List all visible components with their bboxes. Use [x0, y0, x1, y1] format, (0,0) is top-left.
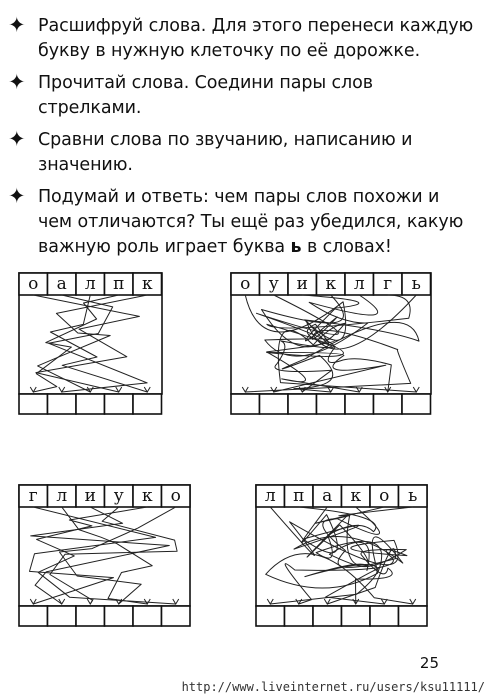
soft-sign-letter: ь [290, 237, 302, 257]
answer-cell[interactable] [19, 606, 48, 626]
maze-letter: г [383, 274, 393, 294]
answer-cell[interactable] [285, 606, 314, 626]
watermark-url: http://www.liveinternet.ru/users/ksu11111/ [181, 680, 485, 694]
answer-cell[interactable] [48, 606, 77, 626]
maze-letter: к [141, 274, 153, 294]
maze-svg [18, 484, 191, 629]
instruction-1 [8, 14, 478, 64]
answer-cell[interactable] [402, 394, 431, 414]
maze-letter: у [113, 486, 124, 506]
answer-cell[interactable] [48, 394, 77, 414]
instruction-text: Прочитай слова. Соедини пары слов стрелками. [38, 73, 373, 118]
maze-letter: л [56, 486, 68, 506]
instruction-4 [8, 185, 478, 260]
answer-cell[interactable] [105, 606, 134, 626]
arrow-head-icon [413, 387, 419, 392]
maze-letter: п [113, 274, 125, 294]
maze-letter: л [353, 274, 365, 294]
answer-cell[interactable] [133, 394, 162, 414]
maze-puzzle-2 [230, 272, 432, 422]
instruction-text: Сравни слова по звучанию, написанию и значению. [38, 130, 413, 175]
arrow-head-icon [242, 387, 248, 392]
maze-letter: о [240, 274, 251, 294]
maze-puzzle-1 [18, 272, 163, 422]
arrow-head-icon [59, 599, 65, 604]
maze-letter: п [293, 486, 305, 506]
answer-cell[interactable] [399, 606, 428, 626]
maze-letter: а [56, 274, 67, 294]
answer-cell[interactable] [260, 394, 289, 414]
answer-cell[interactable] [374, 394, 403, 414]
maze-letter: о [379, 486, 390, 506]
star-bullet-icon: ✦ [8, 184, 26, 208]
answer-cell[interactable] [342, 606, 371, 626]
answer-cell[interactable] [317, 394, 346, 414]
answer-cell[interactable] [345, 394, 374, 414]
arrow-head-icon [173, 599, 179, 604]
arrow-head-icon [59, 387, 65, 392]
page-number: 25 [419, 654, 439, 672]
answer-cell[interactable] [76, 606, 105, 626]
maze-puzzle-3 [18, 484, 191, 634]
maze-letter: и [84, 486, 96, 506]
maze-svg [230, 272, 432, 417]
maze-path [50, 507, 177, 604]
answer-cell[interactable] [105, 394, 134, 414]
answer-cell[interactable] [19, 394, 48, 414]
instruction-text: Подумай и ответь: чем пары слов похожи и чем отличаются? Ты ещё раз убедился, какую важную роль играет буква ь в словах! [38, 187, 464, 257]
maze-puzzle-4 [255, 484, 428, 634]
maze-letter: к [325, 274, 337, 294]
maze-letter: к [141, 486, 153, 506]
instruction-text: Расшифруй слова. Для этого перенеси каждую букву в нужную клеточку по её дорожке. [38, 16, 474, 61]
maze-svg [255, 484, 428, 629]
maze-path [31, 507, 170, 604]
answer-cell[interactable] [162, 606, 191, 626]
star-bullet-icon: ✦ [8, 13, 26, 37]
maze-letter: ь [408, 486, 418, 506]
maze-letter: г [28, 486, 38, 506]
maze-path [37, 507, 176, 604]
maze-letter: а [322, 486, 333, 506]
maze-letter: и [296, 274, 308, 294]
maze-path [323, 507, 396, 604]
maze-svg [18, 272, 163, 417]
instruction-3 [8, 128, 478, 178]
maze-letter: л [264, 486, 276, 506]
answer-cell[interactable] [288, 394, 317, 414]
answer-cell[interactable] [370, 606, 399, 626]
maze-letter: у [268, 274, 279, 294]
maze-letter: ь [411, 274, 421, 294]
maze-path [38, 295, 148, 392]
maze-letter: о [170, 486, 181, 506]
instructions [8, 14, 478, 267]
star-bullet-icon: ✦ [8, 127, 26, 151]
maze-letter: о [28, 274, 39, 294]
answer-cell[interactable] [231, 394, 260, 414]
arrow-head-icon [267, 599, 273, 604]
answer-cell[interactable] [256, 606, 285, 626]
instruction-2 [8, 71, 478, 121]
answer-cell[interactable] [313, 606, 342, 626]
answer-cell[interactable] [76, 394, 105, 414]
star-bullet-icon: ✦ [8, 70, 26, 94]
maze-letter: л [84, 274, 96, 294]
maze-path [49, 295, 147, 392]
answer-cell[interactable] [133, 606, 162, 626]
maze-letter: к [350, 486, 362, 506]
